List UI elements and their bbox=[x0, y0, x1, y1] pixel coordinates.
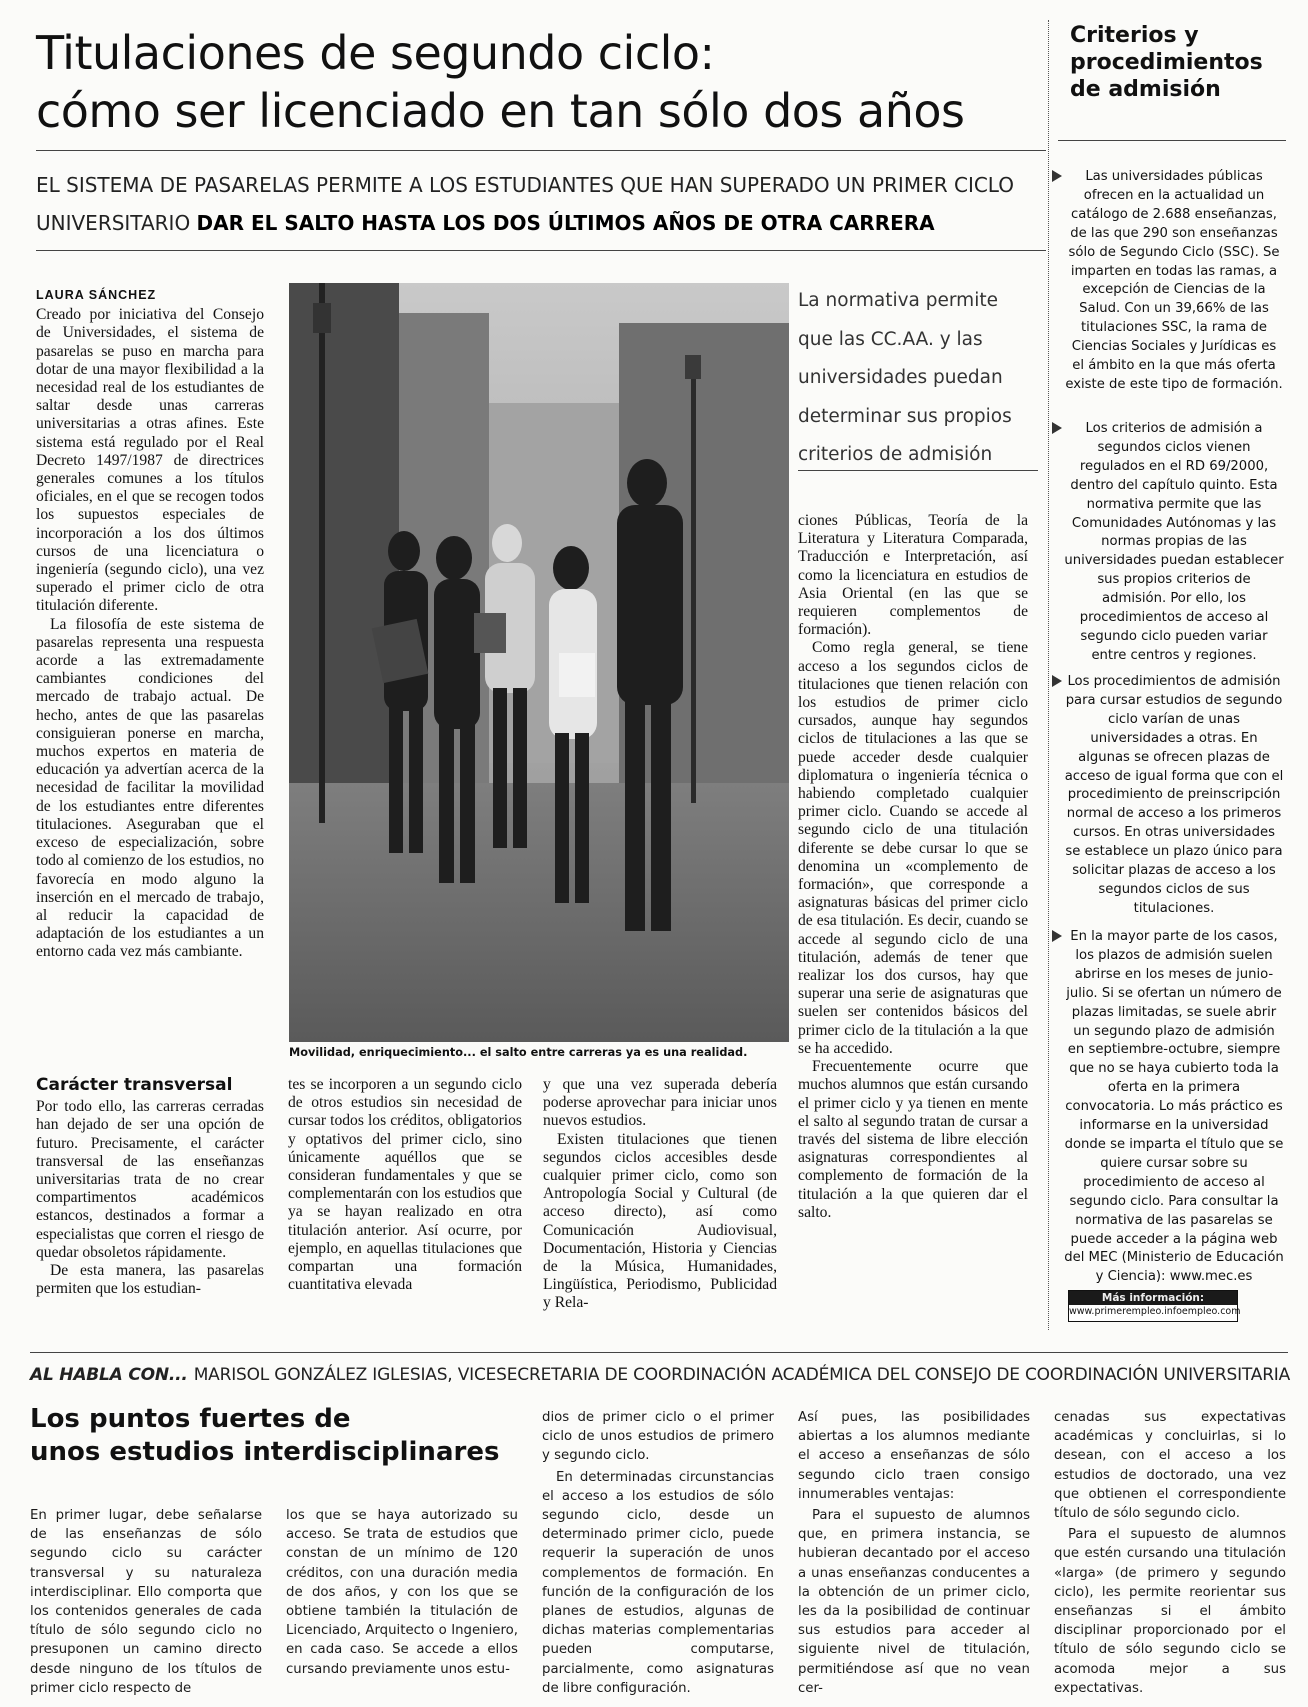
sidebar-divider bbox=[1048, 20, 1049, 1330]
column-3-paragraph-2: Existen titulaciones que tienen segundos ciclos accesibles desde cualquier primer ciclo, como son Antropología Social y Cultural (de acceso directo), así como Comunicación Audiovisual, Documentación, Historia y Ciencias de la Música, Humanidades, Lingüística, Periodismo, Publicidad y Rela- bbox=[543, 1130, 777, 1312]
interview-banner bbox=[30, 1365, 1290, 1385]
deck-line-2-plain: UNIVERSITARIO bbox=[36, 211, 197, 235]
column-1-paragraph-1: Creado por iniciativa del Consejo de Universidades, el sistema de pasarelas se puso en marcha para dotar de una mayor flexibilidad a la necesidad real de los estudiantes de saltar desde unas carreras universitarias a otras afines. Este sistema está regulado por el Real Decreto 1497/1987 de directrices generales comunes a los títulos oficiales, en el que se recogen todos los supuestos especiales de incorporación a los dos últimos cursos de una licenciatura o ingeniería (segundo ciclo), una vez superado el primer ciclo de otra titulación diferente. bbox=[36, 306, 264, 615]
sidebar-item-4-text: En la mayor parte de los casos, los plazos de admisión suelen abrirse en los meses de junio-julio. Si se ofertan un número de plazas limitadas, se suele abrir un segundo plazo de admisión en septiembre-octubre, siempre que no se haya cubierto toda la oferta en la primera convocatoria. Lo más práctico es informarse en la universidad donde se imparta el título que se quiere cursar sobre su procedimiento de acceso al segundo ciclo. Para consultar la normativa de las pasarelas se puede acceder a la página web del MEC (Ministerio de Educación y Ciencia): www.mec.es bbox=[1064, 929, 1284, 1285]
column-1-paragraph-2: La filosofía de este sistema de pasarelas representa una respuesta acorde a las extremadamente cambiantes condiciones del mercado de trabajo actual. De hecho, antes de que las pasarelas consiguieran ponerse en marcha, muchos expertos en materia de educación ya advertían acerca de la necesidad de facilitar la movilidad de los estudiantes entre diferentes titulaciones. Aseguraban que el exceso de especialización, sobre todo al comienzo de los estudios, no favorecía en modo alguno la inserción en el mercado de trabajo, al reducir la capacidad de adaptación de los estudiantes a un entorno cada vez más cambiante. bbox=[36, 615, 264, 961]
interview-column-3-paragraph-1: dios de primer ciclo o el primer ciclo de unos estudios de primero y segundo ciclo. bbox=[542, 1410, 774, 1464]
byline: LAURA SÁNCHEZ bbox=[36, 288, 157, 302]
interview-column-2 bbox=[286, 1506, 518, 1679]
sidebar-title-line-3: de admisión bbox=[1070, 77, 1221, 102]
subhead-caracter-transversal: Carácter transversal bbox=[36, 1075, 233, 1095]
more-info-box bbox=[1068, 1290, 1241, 1322]
pull-quote-line-3: universidades puedan bbox=[798, 367, 1003, 388]
interview-column-4-paragraph-1: Así pues, las posibilidades abiertas a los alumnos mediante el acceso a enseñanzas de sólo segundo ciclo traen consigo innumerables ventajas: bbox=[798, 1410, 1030, 1502]
pull-quote bbox=[798, 282, 1038, 475]
headline-line-1: Titulaciones de segundo ciclo: bbox=[36, 26, 715, 80]
headline-line-2: cómo ser licenciado en tan sólo dos años bbox=[36, 84, 965, 138]
article-column-1 bbox=[36, 286, 264, 962]
interview-column-5 bbox=[1054, 1408, 1286, 1698]
interview-title bbox=[30, 1403, 530, 1469]
sidebar-item-3-text: Los procedimientos de admisión para cursar estudios de segundo ciclo varían de unas universidades a otras. En algunas se ofrecen plazas de acceso de igual forma que con el procedimiento de preinscripción normal de acceso a los primeros cursos. En otras universidades se establece un plazo único para solicitar plazas de acceso a los segundos ciclos de sus titulaciones. bbox=[1064, 674, 1284, 916]
article-headline bbox=[36, 24, 1046, 140]
interview-column-4 bbox=[798, 1408, 1030, 1698]
interview-column-5-paragraph-1: cenadas sus expectativas académicas y concluirlas, si lo desean, con el acceso a los estudios de doctorado, una vez que obtienen el correspondiente título de sólo segundo ciclo. bbox=[1054, 1410, 1286, 1522]
column-4-paragraph-3: Frecuentemente ocurre que muchos alumnos que están cursando el primer ciclo y ya tienen en mente el salto al segundo tratan de cursar a través del sistema de libre elección asignaturas correspondientes al complemento de formación de la titulación a la que quieren dar el salto. bbox=[798, 1058, 1028, 1221]
interview-column-1 bbox=[30, 1506, 262, 1698]
column-3-paragraph-1: y que una vez superada debería poderse aprovechar para iniciar unos nuevos estudios. bbox=[543, 1076, 777, 1130]
interview-title-line-1: Los puntos fuertes de bbox=[30, 1404, 351, 1434]
column-1-paragraph-4: De esta manera, las pasarelas permiten que los estudian- bbox=[36, 1262, 264, 1298]
students-photo-illustration bbox=[289, 283, 789, 1042]
deck-line-2 bbox=[36, 204, 1046, 242]
sidebar-item-1-text: Las universidades públicas ofrecen en la actualidad un catálogo de 2.688 enseñanzas, de las que 290 son enseñanzas sólo de Segundo Ciclo (SSC). Se imparten en todas las ramas, a excepción de Ciencias de la Salud. Con un 39,66% de las titulaciones SSC, la rama de Ciencias Sociales y Jurídicas es el ámbito en la que más oferta existe de este tipo de formación. bbox=[1065, 169, 1283, 392]
interview-column-4-paragraph-2: Para el supuesto de alumnos que, en primera instancia, se hubieran decantado por el acceso a unas enseñanzas conducentes a la obtención de un primer ciclo, les da la posibilidad de continuar sus estudios para acceder al siguiente nivel de titulación, permitiéndose así que no vean cer- bbox=[798, 1508, 1030, 1696]
column-4-paragraph-1: ciones Públicas, Teoría de la Literatura y Literatura Comparada, Traducción e Interpretación, así como la licenciatura en estudios de Asia Oriental (en las que se requieren complementos de formación). bbox=[798, 512, 1028, 639]
headline-rule bbox=[36, 150, 1046, 151]
interview-top-rule bbox=[30, 1352, 1288, 1353]
arrow-icon bbox=[1052, 675, 1062, 687]
interview-column-1-text: En primer lugar, debe señalarse de las enseñanzas de sólo segundo ciclo su carácter transversal y su naturaleza interdisciplinar. Ello comporta que los contenidos generales de cada título de sólo segundo ciclo no presuponen un camino directo desde ninguno de los títulos de primer ciclo respecto de bbox=[30, 1508, 262, 1696]
deck-line-1: EL SISTEMA DE PASARELAS PERMITE A LOS ESTUDIANTES QUE HAN SUPERADO UN PRIMER CICLO bbox=[36, 173, 1014, 197]
more-info-link[interactable]: www.primerempleo.infoempleo.com bbox=[1069, 1306, 1241, 1317]
interview-banner-text: MARISOL GONZÁLEZ IGLESIAS, VICESECRETARIA DE COORDINACIÓN ACADÉMICA DEL CONSEJO DE COORDINACIÓN UNIVERSITARIA bbox=[193, 1365, 1291, 1385]
deck-line-2-bold: DAR EL SALTO HASTA LOS DOS ÚLTIMOS AÑOS DE OTRA CARRERA bbox=[196, 211, 935, 235]
pull-quote-line-5: criterios de admisión bbox=[798, 444, 993, 465]
article-column-4 bbox=[798, 512, 1028, 1222]
interview-title-line-2: unos estudios interdisciplinares bbox=[30, 1437, 500, 1467]
more-info-label: Más información: bbox=[1069, 1291, 1237, 1305]
sidebar-item-1 bbox=[1052, 168, 1284, 395]
column-4-paragraph-2: Como regla general, se tiene acceso a los segundos ciclos de titulaciones que tienen relación con los estudios de primer ciclo cursados, aunque hay segundos ciclos de titulaciones a las que se puede acceder desde cualquier diplomatura o ingeniería técnica o habiendo completado cualquier primer ciclo. Cuando se accede al segundo ciclo de una titulación diferente se debe cursar lo que se denomina un «complemento de formación», que corresponde a asignaturas básicas del primer ciclo de esa titulación. Es decir, cuando se accede al segundo ciclo de una titulación, además de tener que realizar los dos cursos, hay que superar una serie de asignaturas que suelen ser contenidos básicos del primer ciclo de la titulación a la que se ha accedido. bbox=[798, 639, 1028, 1057]
article-column-1-lower bbox=[36, 1076, 264, 1298]
arrow-icon bbox=[1052, 170, 1062, 182]
sidebar-title-line-1: Criterios y bbox=[1070, 23, 1199, 48]
deck-rule bbox=[36, 250, 1046, 251]
sidebar-item-2-text: Los criterios de admisión a segundos ciclos vienen regulados en el RD 69/2000, dentro del capítulo quinto. Esta normativa permite que las Comunidades Autónomas y las normas propias de las universidades puedan establecer sus propios criterios de admisión. Por ello, los procedimientos de acceso al segundo ciclo pueden variar entre centros y regiones. bbox=[1064, 421, 1284, 663]
photo-caption: Movilidad, enriquecimiento... el salto entre carreras ya es una realidad. bbox=[289, 1046, 748, 1059]
sidebar-title-rule bbox=[1058, 140, 1286, 141]
interview-column-2-text: los que se haya autorizado su acceso. Se trata de estudios que constan de un mínimo de 120 créditos, con una duración media de dos años, y con los que se obtiene también la titulación de Licenciado, Arquitecto o Ingeniero, en cada caso. Se accede a ellos cursando previamente unos estu- bbox=[286, 1508, 518, 1677]
pull-quote-rule bbox=[798, 470, 1038, 471]
column-2-paragraph-1: tes se incorporen a un segundo ciclo de otros estudios sin necesidad de cursar todos los créditos, obligatorios y optativos del primer ciclo, sino únicamente aquéllos que se consideran fundamentales y que se complementarán con los estudios que ya se hayan realizado en otra titulación anterior. Así ocurre, por ejemplo, en aquellas titulaciones que compartan una formación cuantitativa elevada bbox=[288, 1076, 522, 1294]
column-1-paragraph-3: Por todo ello, las carreras cerradas han dejado de ser una opción de futuro. Precisamente, el carácter transversal de las enseñanzas universitarias trata de no crear compartimentos académicos estancos, destinados a formar a especialistas que corren el riesgo de quedar obsoletos rápidamente. bbox=[36, 1098, 264, 1261]
interview-banner-label: AL HABLA CON... bbox=[30, 1365, 188, 1385]
article-deck bbox=[36, 166, 1046, 242]
arrow-icon bbox=[1052, 930, 1062, 942]
students-photo bbox=[289, 283, 789, 1042]
interview-column-3-paragraph-2: En determinadas circunstancias el acceso a los estudios de sólo segundo ciclo, desde un determinado primer ciclo, puede requerir la superación de unos complementos de formación. En función de la configuración de los planes de estudios, algunas de dichas materias complementarias pueden computarse, parcialmente, como asignaturas de libre configuración. bbox=[542, 1469, 774, 1696]
pull-quote-line-2: que las CC.AA. y las bbox=[798, 328, 983, 350]
sidebar-title-line-2: procedimientos bbox=[1070, 50, 1263, 75]
sidebar-item-4 bbox=[1052, 928, 1284, 1287]
interview-column-3 bbox=[542, 1408, 774, 1698]
article-column-2 bbox=[288, 1076, 522, 1294]
sidebar-title bbox=[1070, 22, 1300, 103]
article-column-3 bbox=[543, 1076, 777, 1313]
pull-quote-line-1: La normativa permite bbox=[798, 290, 998, 311]
sidebar-item-2 bbox=[1052, 420, 1284, 666]
pull-quote-line-4: determinar sus propios bbox=[798, 405, 1012, 427]
sidebar-item-3 bbox=[1052, 673, 1284, 919]
arrow-icon bbox=[1052, 422, 1062, 434]
interview-column-5-paragraph-2: Para el supuesto de alumnos que estén cursando una titulación «larga» (de primero y segundo ciclo), les permite reorientar sus enseñanzas si el ámbito disciplinar proporcionado por el título de sólo segundo ciclo se acomoda mejor a sus expectativas. bbox=[1054, 1527, 1286, 1696]
